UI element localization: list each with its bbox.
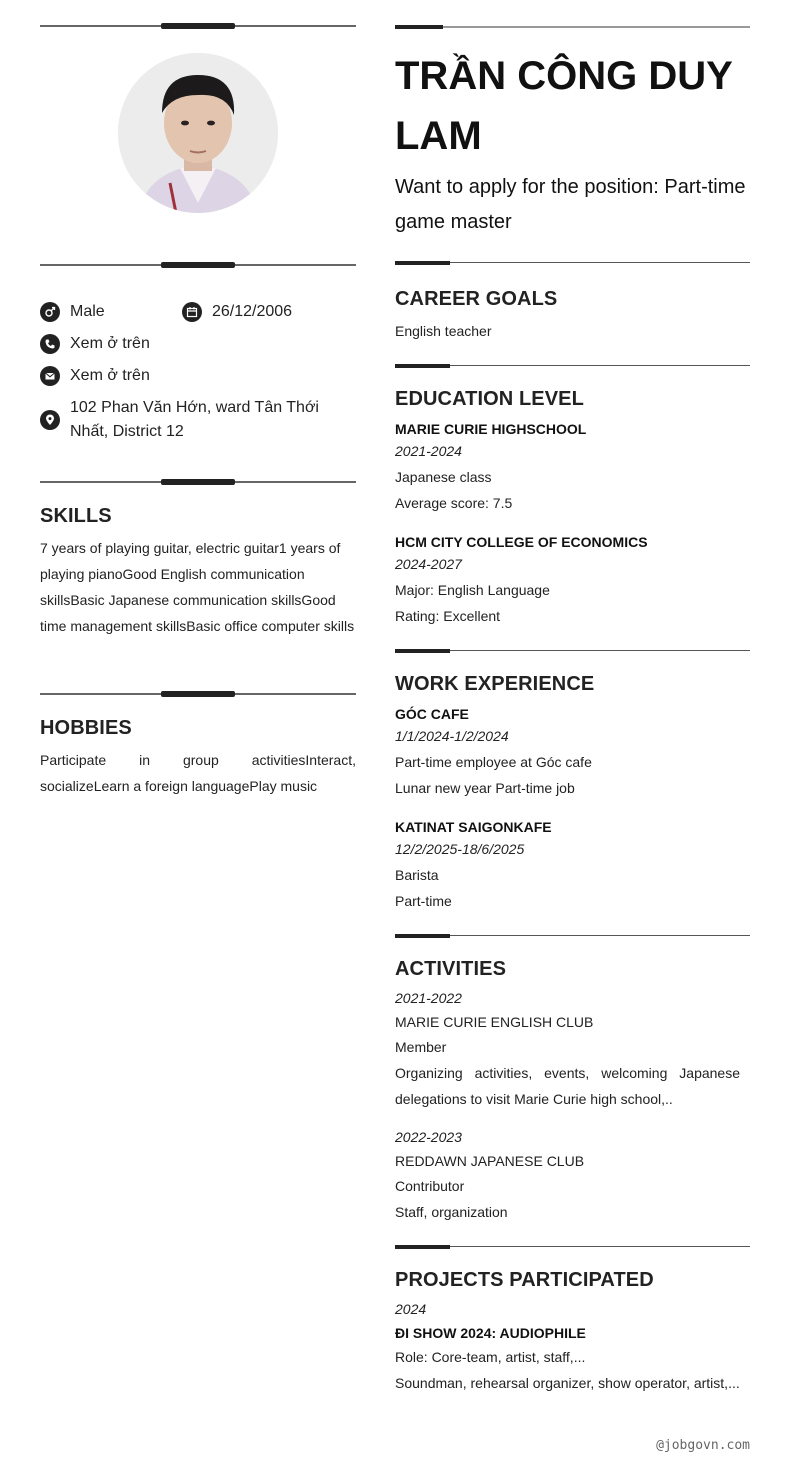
address-value: 102 Phan Văn Hớn, ward Tân Thới Nhất, District 12	[70, 399, 319, 440]
education-period: 2024-2027	[395, 556, 462, 572]
phone-icon	[40, 334, 60, 354]
education-detail: Major: English Language	[395, 582, 550, 598]
position-text: Want to apply for the position: Part-time game master	[395, 176, 746, 233]
gender-icon	[40, 302, 60, 322]
skills-title: SKILLS	[40, 505, 112, 527]
school-name: MARIE CURIE HIGHSCHOOL	[395, 421, 587, 437]
activity-item	[395, 1125, 740, 1225]
company-name: KATINAT SAIGONKAFE	[395, 819, 552, 835]
project-item	[395, 1297, 750, 1396]
projects-title: PROJECTS PARTICIPATED	[395, 1269, 654, 1291]
calendar-icon	[182, 302, 202, 322]
footer-watermark: @jobgovn.com	[656, 1438, 750, 1453]
birthday-value: 26/12/2006	[212, 303, 293, 320]
location-pin-icon	[40, 410, 60, 430]
education-item	[395, 419, 750, 516]
activity-desc: Organizing activities, events, welcoming Japanese delegations to visit Marie Curie high school,..	[395, 1065, 740, 1107]
candidate-name: TRẦN CÔNG DUY LAM	[395, 54, 733, 158]
divider	[395, 260, 750, 266]
career-goals-title: CAREER GOALS	[395, 288, 558, 310]
phone-row	[40, 332, 150, 356]
gender-row	[40, 300, 105, 324]
school-name: HCM CITY COLLEGE OF ECONOMICS	[395, 534, 648, 550]
activity-period: 2022-2023	[395, 1129, 462, 1145]
email-row	[40, 364, 150, 388]
career-goals-text: English teacher	[395, 323, 492, 339]
activity-role: Contributor	[395, 1178, 465, 1194]
divider	[40, 261, 356, 269]
divider	[395, 363, 750, 369]
gender-value: Male	[70, 303, 105, 320]
education-item	[395, 532, 750, 629]
project-year: 2024	[395, 1301, 427, 1317]
education-title: EDUCATION LEVEL	[395, 388, 584, 410]
activity-item	[395, 986, 740, 1112]
divider	[395, 648, 750, 654]
company-name: GÓC CAFE	[395, 706, 469, 722]
hobbies-title: HOBBIES	[40, 717, 132, 739]
education-detail: Japanese class	[395, 469, 492, 485]
divider	[395, 1244, 750, 1250]
work-detail: Lunar new year Part-time job	[395, 780, 575, 796]
avatar	[118, 53, 278, 213]
education-period: 2021-2024	[395, 443, 462, 459]
divider	[40, 690, 356, 698]
work-item	[395, 704, 750, 801]
activity-period: 2021-2022	[395, 990, 462, 1006]
avatar-photo	[118, 53, 278, 213]
work-period: 1/1/2024-1/2/2024	[395, 728, 509, 744]
project-detail: Role: Core-team, artist, staff,...	[395, 1349, 586, 1365]
email-value: Xem ở trên	[70, 367, 150, 384]
work-period: 12/2/2025-18/6/2025	[395, 841, 525, 857]
phone-value: Xem ở trên	[70, 335, 150, 352]
mail-icon	[40, 366, 60, 386]
activity-org: REDDAWN JAPANESE CLUB	[395, 1153, 585, 1169]
education-detail: Rating: Excellent	[395, 608, 501, 624]
address-row	[40, 396, 356, 444]
work-title: WORK EXPERIENCE	[395, 673, 595, 695]
activities-title: ACTIVITIES	[395, 958, 507, 980]
work-detail: Barista	[395, 867, 439, 883]
project-name: ĐI SHOW 2024: AUDIOPHILE	[395, 1325, 586, 1341]
work-item	[395, 817, 750, 914]
activity-role: Member	[395, 1039, 447, 1055]
birthday-row	[182, 300, 292, 324]
work-detail: Part-time employee at Góc cafe	[395, 754, 592, 770]
divider	[395, 24, 750, 30]
project-detail: Soundman, rehearsal organizer, show operator, artist,...	[395, 1375, 740, 1391]
divider	[40, 22, 356, 30]
education-detail: Average score: 7.5	[395, 495, 513, 511]
divider	[40, 478, 356, 486]
skills-text: 7 years of playing guitar, electric guitar1 years of playing pianoGood English communication skillsBasic Japanese communication skillsGood time management skillsBasic office computer skills	[40, 540, 355, 634]
hobbies-text: Participate in group activitiesInteract, socializeLearn a foreign languagePlay music	[40, 752, 356, 794]
work-detail: Part-time	[395, 893, 452, 909]
divider	[395, 933, 750, 939]
activity-desc: Staff, organization	[395, 1204, 508, 1220]
activity-org: MARIE CURIE ENGLISH CLUB	[395, 1014, 594, 1030]
